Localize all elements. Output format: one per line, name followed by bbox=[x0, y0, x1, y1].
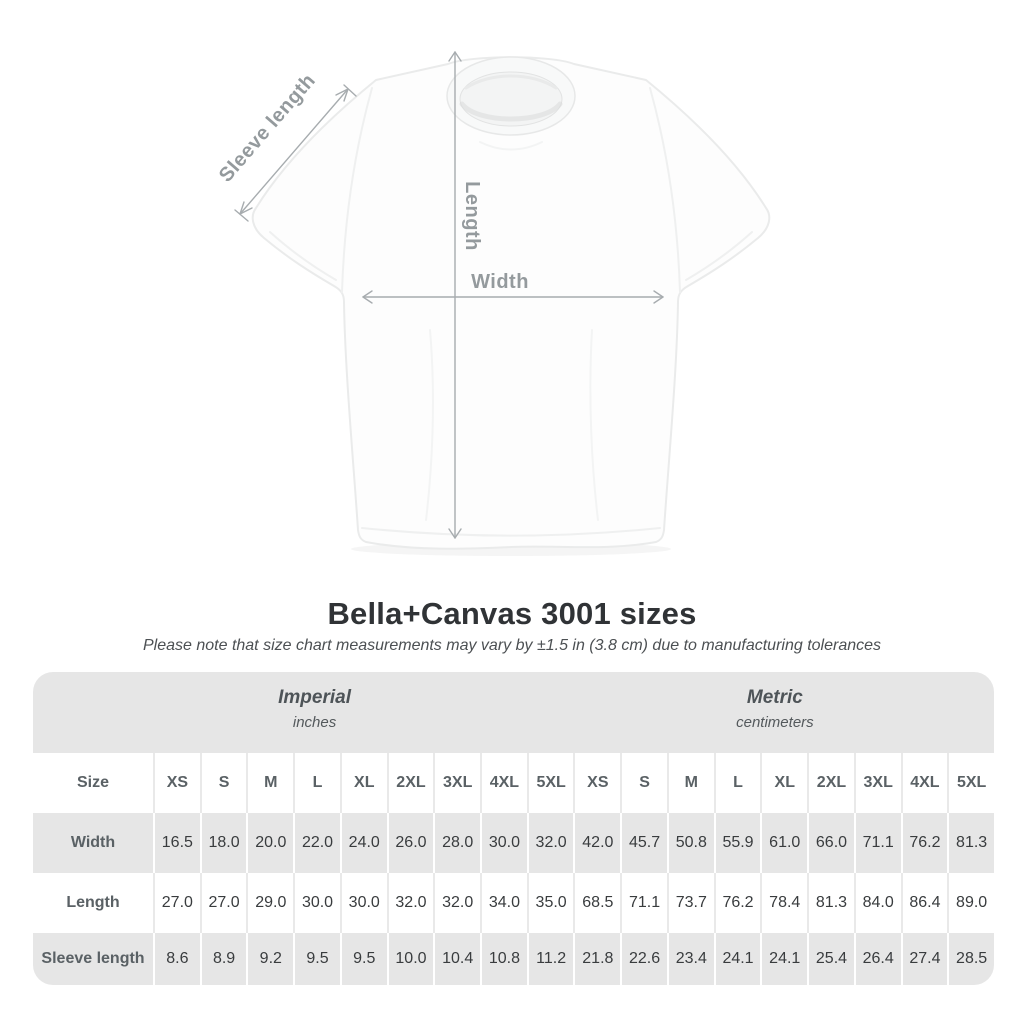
measurement-cell: 32.0 bbox=[433, 873, 480, 933]
size-column-header: S bbox=[200, 753, 247, 813]
measurement-cell: 27.0 bbox=[153, 873, 200, 933]
measurement-cell: 42.0 bbox=[573, 813, 620, 873]
measurement-cell: 86.4 bbox=[901, 873, 948, 933]
measurement-cell: 16.5 bbox=[153, 813, 200, 873]
measurement-cell: 24.1 bbox=[714, 933, 761, 985]
measurement-cell: 26.0 bbox=[387, 813, 434, 873]
measurement-cell: 18.0 bbox=[200, 813, 247, 873]
measurement-cell: 66.0 bbox=[807, 813, 854, 873]
size-column-header: S bbox=[620, 753, 667, 813]
width-row-label: Width bbox=[70, 834, 116, 851]
size-column-header: 3XL bbox=[854, 753, 901, 813]
size-column-header: XS bbox=[153, 753, 200, 813]
page-title: Bella+Canvas 3001 sizes bbox=[327, 596, 697, 631]
measurement-cell: 50.8 bbox=[667, 813, 714, 873]
size-column-header: L bbox=[714, 753, 761, 813]
measurement-cell: 9.5 bbox=[340, 933, 387, 985]
measurement-cell: 22.0 bbox=[293, 813, 340, 873]
sleeve-length-row bbox=[33, 933, 994, 985]
size-column-header: XL bbox=[760, 753, 807, 813]
size-column-header: 4XL bbox=[901, 753, 948, 813]
size-column-header: 5XL bbox=[527, 753, 574, 813]
measurement-cell: 76.2 bbox=[714, 873, 761, 933]
measurement-cell: 30.0 bbox=[480, 813, 527, 873]
measurement-cell: 30.0 bbox=[340, 873, 387, 933]
size-column-header: XL bbox=[340, 753, 387, 813]
size-column-header: 4XL bbox=[480, 753, 527, 813]
measurement-cell: 76.2 bbox=[901, 813, 948, 873]
measurement-cell: 71.1 bbox=[854, 813, 901, 873]
size-table bbox=[33, 672, 994, 985]
size-header-row bbox=[33, 753, 994, 813]
measurement-cell: 30.0 bbox=[293, 873, 340, 933]
measurement-cell: 34.0 bbox=[480, 873, 527, 933]
measurement-cell: 26.4 bbox=[854, 933, 901, 985]
measurement-cell: 27.0 bbox=[200, 873, 247, 933]
metric-group-unit: centimeters bbox=[736, 714, 814, 731]
measurement-cell: 21.8 bbox=[573, 933, 620, 985]
width-label: Width bbox=[471, 271, 529, 293]
measurement-cell: 81.3 bbox=[807, 873, 854, 933]
unit-group-band bbox=[33, 672, 994, 753]
measurement-cell: 27.4 bbox=[901, 933, 948, 985]
measurement-cell: 9.2 bbox=[246, 933, 293, 985]
measurement-cell: 25.4 bbox=[807, 933, 854, 985]
measurement-cell: 10.8 bbox=[480, 933, 527, 985]
measurement-cell: 35.0 bbox=[527, 873, 574, 933]
measurement-cell: 29.0 bbox=[246, 873, 293, 933]
size-column-header: 2XL bbox=[387, 753, 434, 813]
measurement-cell: 11.2 bbox=[527, 933, 574, 985]
measurement-cell: 81.3 bbox=[947, 813, 994, 873]
measurement-cell: 8.9 bbox=[200, 933, 247, 985]
sleeve-length-label: Sleeve length bbox=[214, 69, 321, 187]
measurement-cell: 24.0 bbox=[340, 813, 387, 873]
measurement-cell: 23.4 bbox=[667, 933, 714, 985]
measurement-cell: 55.9 bbox=[714, 813, 761, 873]
measurement-cell: 45.7 bbox=[620, 813, 667, 873]
measurement-cell: 73.7 bbox=[667, 873, 714, 933]
metric-group-header bbox=[736, 687, 814, 731]
tolerance-note: Please note that size chart measurements may vary by ±1.5 in (3.8 cm) due to manufacturing tolerances bbox=[142, 637, 882, 654]
measurement-cell: 24.1 bbox=[760, 933, 807, 985]
size-column-header: M bbox=[246, 753, 293, 813]
measurement-cell: 68.5 bbox=[573, 873, 620, 933]
measurement-cell: 10.4 bbox=[433, 933, 480, 985]
measurement-cell: 84.0 bbox=[854, 873, 901, 933]
measurement-cell: 32.0 bbox=[387, 873, 434, 933]
size-column-header: M bbox=[667, 753, 714, 813]
size-column-header: L bbox=[293, 753, 340, 813]
measurement-cell: 78.4 bbox=[760, 873, 807, 933]
measurement-cell: 28.5 bbox=[947, 933, 994, 985]
sleeve-length-row-label: Sleeve length bbox=[41, 950, 145, 967]
size-column-header: 2XL bbox=[807, 753, 854, 813]
measurement-cell: 8.6 bbox=[153, 933, 200, 985]
measurement-cell: 32.0 bbox=[527, 813, 574, 873]
measurement-cell: 28.0 bbox=[433, 813, 480, 873]
measurement-cell: 20.0 bbox=[246, 813, 293, 873]
length-row bbox=[33, 873, 994, 933]
length-label: Length bbox=[461, 181, 483, 251]
measurement-cell: 71.1 bbox=[620, 873, 667, 933]
size-column-header: XS bbox=[573, 753, 620, 813]
size-column-header: 5XL bbox=[947, 753, 994, 813]
measurement-cell: 9.5 bbox=[293, 933, 340, 985]
imperial-group-header bbox=[278, 687, 351, 731]
imperial-group-name: Imperial bbox=[278, 687, 351, 708]
width-row bbox=[33, 813, 994, 873]
measurement-cell: 89.0 bbox=[947, 873, 994, 933]
measurement-cell: 22.6 bbox=[620, 933, 667, 985]
measurement-cell: 61.0 bbox=[760, 813, 807, 873]
size-corner-label: Size bbox=[76, 774, 109, 791]
length-row-label: Length bbox=[66, 894, 120, 911]
measurement-cell: 10.0 bbox=[387, 933, 434, 985]
size-column-header: 3XL bbox=[433, 753, 480, 813]
metric-group-name: Metric bbox=[746, 687, 803, 708]
imperial-group-unit: inches bbox=[292, 714, 337, 731]
